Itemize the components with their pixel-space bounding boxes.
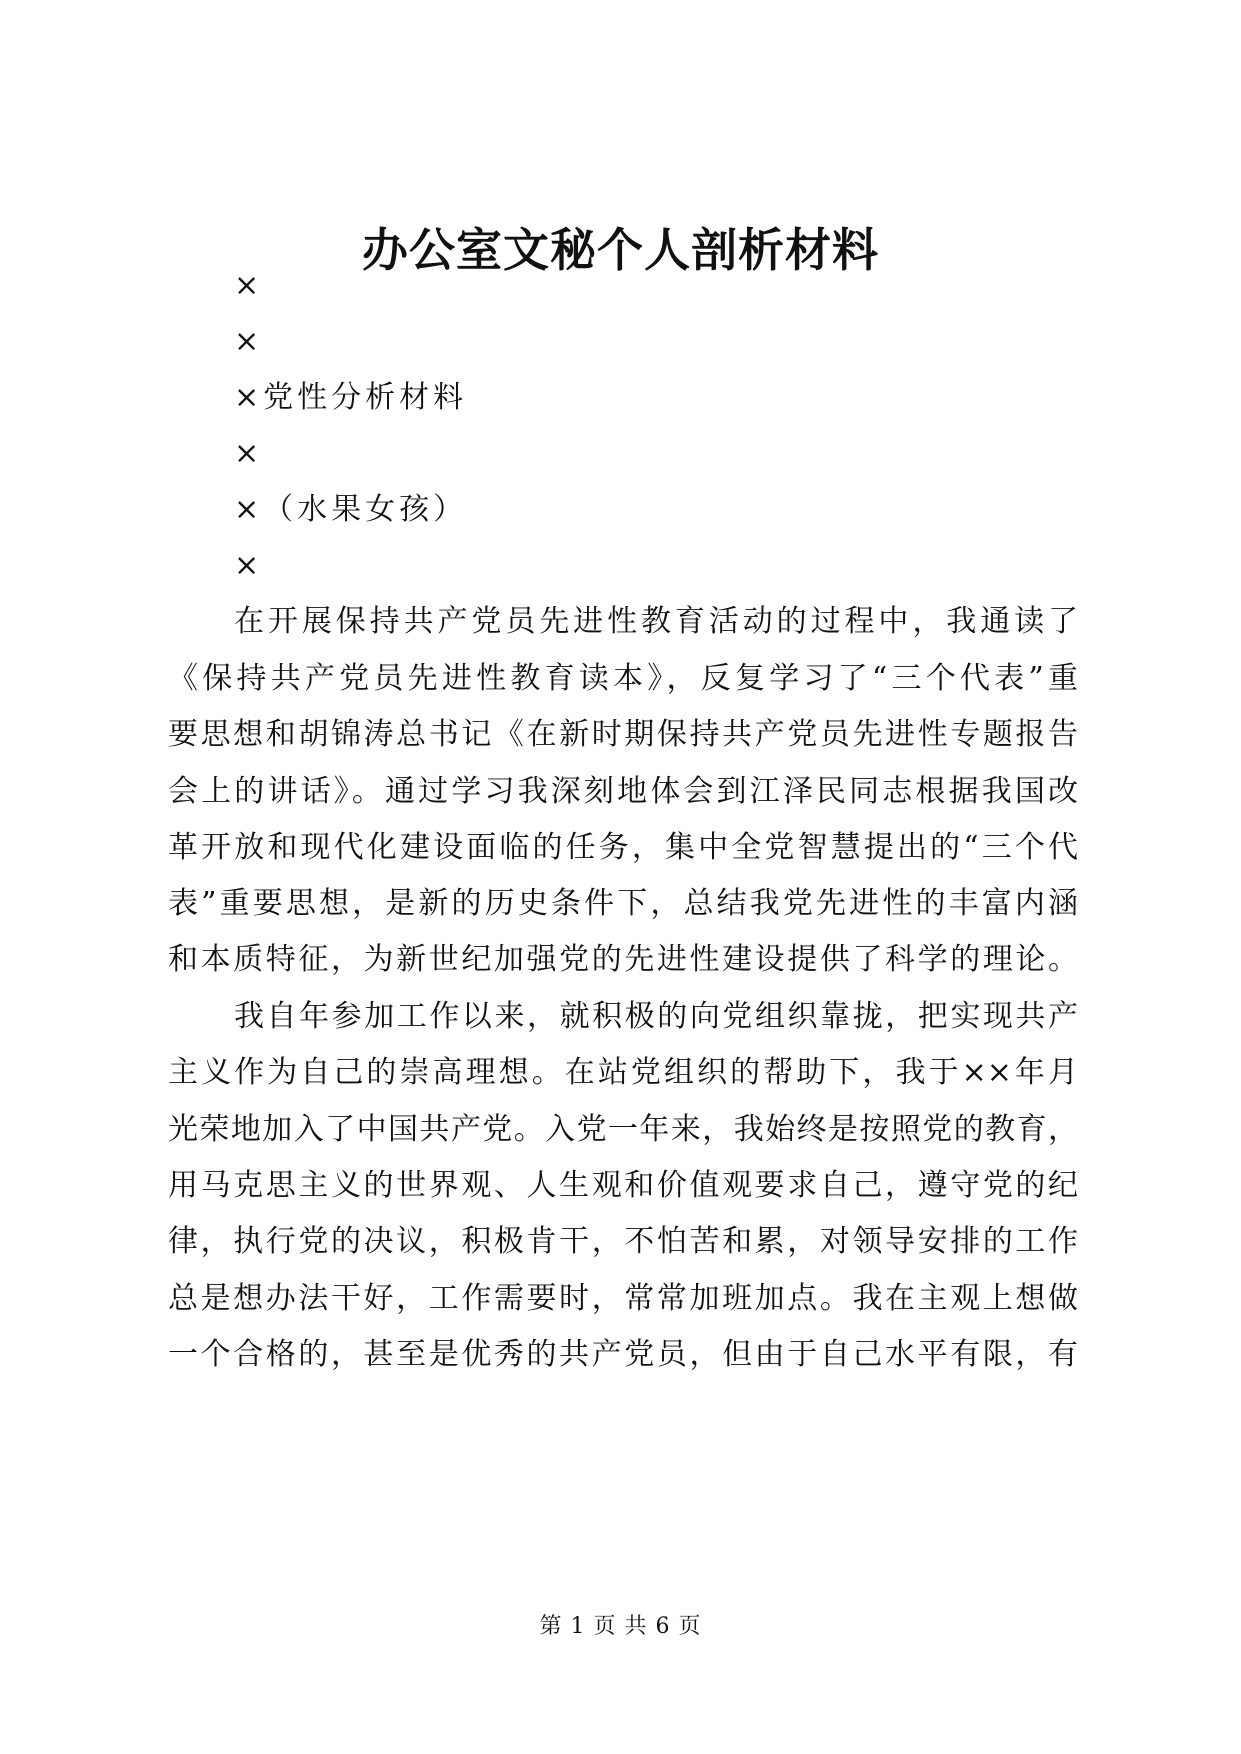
marker-line: × [234,436,264,471]
subtitle-line: ×党性分析材料 [234,380,468,415]
paragraph-1-line: 和本质特征，为新世纪加强党的先进性建设提供了科学的理论。 [168,942,1078,977]
paragraph-2-line: 光荣地加入了中国共产党。入党一年来，我始终是按照党的教育， [168,1112,1078,1147]
paragraph-2-line: 律，执行党的决议，积极肯干，不怕苦和累，对领导安排的工作 [168,1224,1078,1259]
paragraph-2-line: 我自年参加工作以来，就积极的向党组织靠拢，把实现共产 [234,999,1078,1034]
paragraph-1-line: 要思想和胡锦涛总书记《在新时期保持共产党员先进性专题报告 [168,717,1078,752]
marker-line: × [234,324,264,359]
paragraph-1-line: 革开放和现代化建设面临的任务，集中全党智慧提出的“三个代 [168,830,1078,865]
paragraph-1-line: 在开展保持共产党员先进性教育活动的过程中，我通读了 [234,604,1078,639]
paragraph-2-line: 总是想办法干好，工作需要时，常常加班加点。我在主观上想做 [168,1281,1078,1316]
document-title: 办公室文秘个人剖析材料 [362,223,879,277]
page-number-footer: 第 1 页 共 6 页 [539,1614,702,1639]
author-line: ×（水果女孩） [234,492,468,527]
marker-line: × [234,548,264,583]
paragraph-2-line: 一个合格的，甚至是优秀的共产党员，但由于自己水平有限，有 [168,1337,1078,1372]
paragraph-1-line: 会上的讲话》。通过学习我深刻地体会到江泽民同志根据我国改 [168,774,1078,809]
paragraph-1-line: 《保持共产党员先进性教育读本》，反复学习了“三个代表”重 [168,661,1078,696]
paragraph-2-line: 主义作为自己的崇高理想。在站党组织的帮助下，我于××年月 [168,1055,1078,1090]
paragraph-2-line: 用马克思主义的世界观、人生观和价值观要求自己，遵守党的纪 [168,1168,1078,1203]
paragraph-1-line: 表”重要思想，是新的历史条件下，总结我党先进性的丰富内涵 [168,886,1078,921]
marker-line: × [234,268,264,303]
